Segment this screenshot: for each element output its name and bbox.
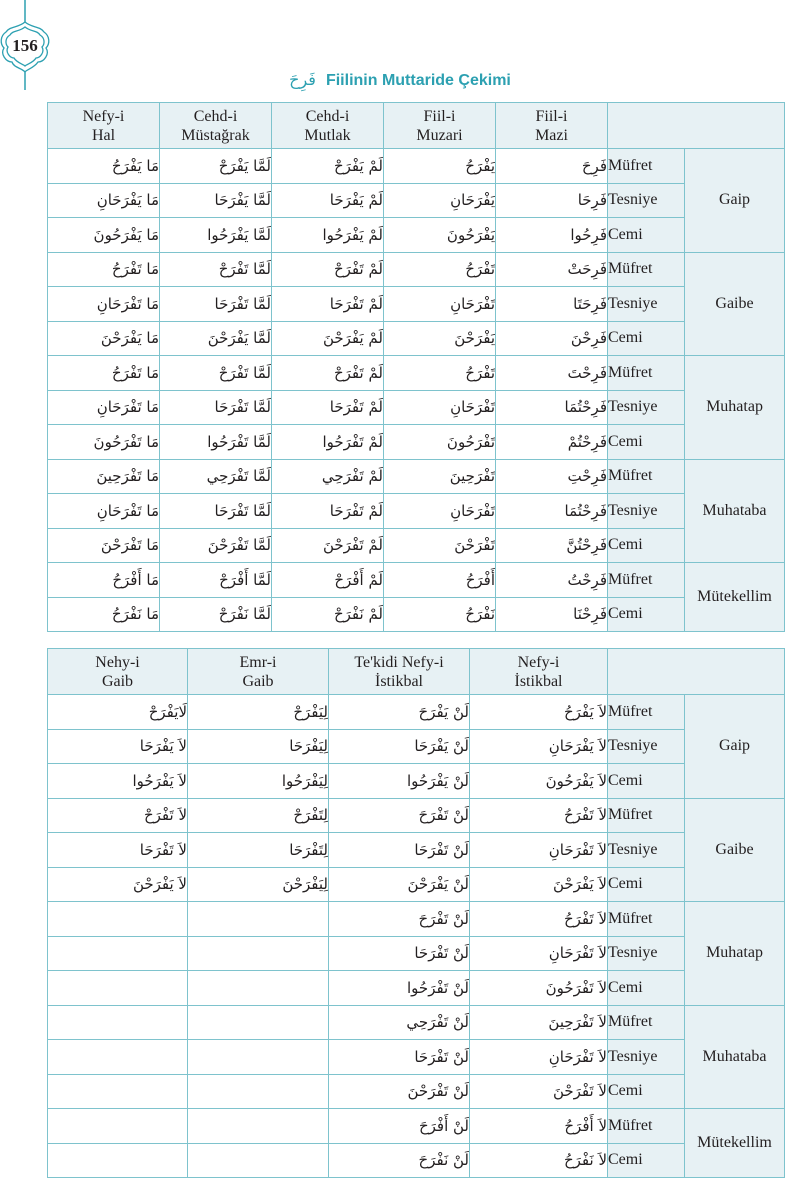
column-header: Fiil-i Muzari: [384, 103, 496, 149]
table-row: [48, 1143, 785, 1178]
number-label: Müfret: [608, 356, 685, 391]
verb-form-cell: لاَ تَفْرَحُونَ: [470, 971, 608, 1006]
number-label: Tesniye: [608, 287, 685, 322]
column-header: Cehd-i Müstağrak: [160, 103, 272, 149]
verb-form-cell: [48, 1040, 188, 1075]
verb-form-cell: لاَ تَفْرَحِينَ: [470, 1005, 608, 1040]
number-label: Tesniye: [608, 390, 685, 425]
verb-form-cell: مَا يَفْرَحَانِ: [48, 183, 160, 218]
title-arabic-verb: فَرِحَ: [289, 70, 316, 89]
verb-form-cell: [188, 971, 329, 1006]
verb-form-cell: لَمَّا تَفْرَحِي: [160, 459, 272, 494]
verb-form-cell: لَمَّا نَفْرَحْ: [160, 597, 272, 632]
verb-form-cell: تَفْرَحِينَ: [384, 459, 496, 494]
verb-form-cell: لَمَّا تَفْرَحَا: [160, 494, 272, 529]
verb-form-cell: لَنْ يَفْرَحَا: [329, 729, 470, 764]
verb-form-cell: مَا يَفْرَحُ: [48, 149, 160, 184]
verb-form-cell: لَمْ تَفْرَحَا: [272, 390, 384, 425]
number-label: Tesniye: [608, 183, 685, 218]
verb-form-cell: لاَ تَفْرَحُ: [470, 902, 608, 937]
table-row: [48, 971, 785, 1006]
person-label: Gaibe: [685, 798, 785, 902]
number-label: Tesniye: [608, 729, 685, 764]
table-row: [48, 149, 785, 184]
verb-form-cell: يَفْرَحُونَ: [384, 218, 496, 253]
verb-form-cell: مَا تَفْرَحَانِ: [48, 390, 160, 425]
person-label: Gaibe: [685, 252, 785, 356]
person-label: Muhatap: [685, 356, 785, 460]
verb-form-cell: لَمَّا أَفْرَحْ: [160, 563, 272, 598]
verb-form-cell: لاَ يَفْرَحُ: [470, 695, 608, 730]
table-row: [48, 798, 785, 833]
verb-form-cell: لِيَفْرَحُوا: [188, 764, 329, 799]
conjugation-table-2: [47, 648, 785, 1178]
verb-form-cell: لَمْ يَفْرَحْ: [272, 149, 384, 184]
verb-form-cell: يَفْرَحْنَ: [384, 321, 496, 356]
verb-form-cell: لَنْ أَفْرَحَ: [329, 1109, 470, 1144]
verb-form-cell: [188, 1005, 329, 1040]
verb-form-cell: تَفْرَحُ: [384, 252, 496, 287]
person-label: Mütekellim: [685, 563, 785, 632]
verb-form-cell: تَفْرَحَانِ: [384, 390, 496, 425]
verb-form-cell: لَمَّا تَفْرَحَا: [160, 287, 272, 322]
verb-form-cell: لاَ نَفْرَحُ: [470, 1143, 608, 1178]
column-header: Fiil-i Mazi: [496, 103, 608, 149]
verb-form-cell: لَنْ تَفْرَحَا: [329, 833, 470, 868]
page-number: 156: [12, 36, 38, 55]
verb-form-cell: [48, 902, 188, 937]
verb-form-cell: لَمَّا تَفْرَحَا: [160, 390, 272, 425]
number-label: Müfret: [608, 1005, 685, 1040]
verb-form-cell: لَنْ تَفْرَحَا: [329, 936, 470, 971]
verb-form-cell: لَمَّا تَفْرَحْنَ: [160, 528, 272, 563]
verb-form-cell: لَمَّا تَفْرَحُوا: [160, 425, 272, 460]
verb-form-cell: لاَ يَفْرَحَا: [48, 729, 188, 764]
table-row: [48, 867, 785, 902]
verb-form-cell: لَمَّا يَفْرَحْنَ: [160, 321, 272, 356]
title-text: Fiilinin Muttaride Çekimi: [325, 72, 511, 89]
column-header: Nefy-i İstikbal: [470, 649, 608, 695]
verb-form-cell: تَفْرَحَانِ: [384, 287, 496, 322]
number-label: Tesniye: [608, 494, 685, 529]
verb-form-cell: لَمْ نَفْرَحْ: [272, 597, 384, 632]
verb-form-cell: لَمْ تَفْرَحِي: [272, 459, 384, 494]
number-label: Müfret: [608, 459, 685, 494]
verb-form-cell: لاَ يَفْرَحَانِ: [470, 729, 608, 764]
verb-form-cell: لَمْ تَفْرَحَا: [272, 494, 384, 529]
number-label: Müfret: [608, 563, 685, 598]
verb-form-cell: فَرِحْنَا: [496, 597, 608, 632]
verb-form-cell: نَفْرَحُ: [384, 597, 496, 632]
verb-form-cell: مَا تَفْرَحُ: [48, 252, 160, 287]
verb-form-cell: فَرِحَتْ: [496, 252, 608, 287]
verb-form-cell: تَفْرَحُونَ: [384, 425, 496, 460]
verb-form-cell: أَفْرَحُ: [384, 563, 496, 598]
verb-form-cell: لَمَّا يَفْرَحَا: [160, 183, 272, 218]
verb-form-cell: لَمْ تَفْرَحَا: [272, 287, 384, 322]
verb-form-cell: لاَ يَفْرَحْنَ: [48, 867, 188, 902]
verb-form-cell: مَا نَفْرَحُ: [48, 597, 160, 632]
table-row: [48, 528, 785, 563]
table-row: [48, 902, 785, 937]
verb-form-cell: لاَ تَفْرَحَانِ: [470, 833, 608, 868]
table-row: [48, 494, 785, 529]
number-label: Müfret: [608, 902, 685, 937]
verb-form-cell: فَرِحْتُ: [496, 563, 608, 598]
verb-form-cell: فَرِحَتَا: [496, 287, 608, 322]
verb-form-cell: لِيَفْرَحْنَ: [188, 867, 329, 902]
verb-form-cell: [48, 1074, 188, 1109]
number-label: Müfret: [608, 695, 685, 730]
column-header: Cehd-i Mutlak: [272, 103, 384, 149]
table-row: [48, 1109, 785, 1144]
verb-form-cell: لَنْ يَفْرَحُوا: [329, 764, 470, 799]
column-header: Emr-i Gaib: [188, 649, 329, 695]
number-label: Cemi: [608, 528, 685, 563]
verb-form-cell: مَا تَفْرَحُ: [48, 356, 160, 391]
table-row: [48, 425, 785, 460]
verb-form-cell: لاَ يَفْرَحُوا: [48, 764, 188, 799]
number-label: Tesniye: [608, 936, 685, 971]
verb-form-cell: لَمَّا يَفْرَحْ: [160, 149, 272, 184]
verb-form-cell: لَمْ يَفْرَحَا: [272, 183, 384, 218]
table-row: [48, 183, 785, 218]
verb-form-cell: لَنْ تَفْرَحَا: [329, 1040, 470, 1075]
verb-form-cell: مَا تَفْرَحَانِ: [48, 287, 160, 322]
number-label: Cemi: [608, 321, 685, 356]
verb-form-cell: [48, 1143, 188, 1178]
verb-form-cell: لَمْ تَفْرَحْ: [272, 356, 384, 391]
table-row: [48, 936, 785, 971]
number-label: Cemi: [608, 425, 685, 460]
verb-form-cell: لَمَّا تَفْرَحْ: [160, 356, 272, 391]
table-row: [48, 833, 785, 868]
verb-form-cell: لاَ أَفْرَحُ: [470, 1109, 608, 1144]
table-row: [48, 218, 785, 253]
verb-form-cell: مَا أَفْرَحُ: [48, 563, 160, 598]
table-row: [48, 356, 785, 391]
number-label: Müfret: [608, 252, 685, 287]
verb-form-cell: لِيَفْرَحَا: [188, 729, 329, 764]
verb-form-cell: فَرِحْتِ: [496, 459, 608, 494]
verb-form-cell: [48, 1005, 188, 1040]
verb-form-cell: [188, 1143, 329, 1178]
verb-form-cell: تَفْرَحَانِ: [384, 494, 496, 529]
verb-form-cell: [48, 1109, 188, 1144]
verb-form-cell: مَا تَفْرَحِينَ: [48, 459, 160, 494]
verb-form-cell: فَرِحْتَ: [496, 356, 608, 391]
verb-form-cell: [48, 971, 188, 1006]
verb-form-cell: لَنْ نَفْرَحَ: [329, 1143, 470, 1178]
verb-form-cell: مَا يَفْرَحْنَ: [48, 321, 160, 356]
number-label: Cemi: [608, 218, 685, 253]
verb-form-cell: فَرِحْتُمْ: [496, 425, 608, 460]
verb-form-cell: لَمْ يَفْرَحُوا: [272, 218, 384, 253]
verb-form-cell: فَرِحْتُمَا: [496, 494, 608, 529]
person-label: Muhatap: [685, 902, 785, 1006]
table-row: [48, 695, 785, 730]
verb-form-cell: لَمْ تَفْرَحْ: [272, 252, 384, 287]
verb-form-cell: [188, 1074, 329, 1109]
number-label: Müfret: [608, 149, 685, 184]
verb-form-cell: لَنْ تَفْرَحَ: [329, 798, 470, 833]
verb-form-cell: مَا تَفْرَحَانِ: [48, 494, 160, 529]
verb-form-cell: فَرِحْتُمَا: [496, 390, 608, 425]
table-row: [48, 1005, 785, 1040]
verb-form-cell: فَرِحَا: [496, 183, 608, 218]
verb-form-cell: لَنْ تَفْرَحَ: [329, 902, 470, 937]
table-row: [48, 459, 785, 494]
verb-form-cell: لاَ تَفْرَحْ: [48, 798, 188, 833]
number-label: Müfret: [608, 1109, 685, 1144]
verb-form-cell: يَفْرَحَانِ: [384, 183, 496, 218]
verb-form-cell: مَا تَفْرَحُونَ: [48, 425, 160, 460]
verb-form-cell: لَمْ أَفْرَحْ: [272, 563, 384, 598]
verb-form-cell: لَنْ تَفْرَحْنَ: [329, 1074, 470, 1109]
verb-form-cell: لاَ تَفْرَحْنَ: [470, 1074, 608, 1109]
person-label: Muhataba: [685, 459, 785, 563]
conjugation-table-1: [47, 102, 785, 632]
page-title: [0, 70, 800, 94]
header-blank-cell: [608, 103, 785, 149]
verb-form-cell: تَفْرَحْنَ: [384, 528, 496, 563]
number-label: Cemi: [608, 867, 685, 902]
column-header: Te'kidi Nefy-i İstikbal: [329, 649, 470, 695]
verb-form-cell: يَفْرَحُ: [384, 149, 496, 184]
table-row: [48, 390, 785, 425]
table-row: [48, 1040, 785, 1075]
table-row: [48, 764, 785, 799]
number-label: Tesniye: [608, 1040, 685, 1075]
verb-form-cell: لَمْ تَفْرَحُوا: [272, 425, 384, 460]
verb-form-cell: فَرِحَ: [496, 149, 608, 184]
table-row: [48, 597, 785, 632]
verb-form-cell: [188, 1040, 329, 1075]
verb-form-cell: لاَ يَفْرَحْنَ: [470, 867, 608, 902]
verb-form-cell: لِتَفْرَحَا: [188, 833, 329, 868]
verb-form-cell: مَا تَفْرَحْنَ: [48, 528, 160, 563]
number-label: Tesniye: [608, 833, 685, 868]
column-header: Nehy-i Gaib: [48, 649, 188, 695]
verb-form-cell: تَفْرَحُ: [384, 356, 496, 391]
verb-form-cell: لَمْ يَفْرَحْنَ: [272, 321, 384, 356]
verb-form-cell: لاَ تَفْرَحَا: [48, 833, 188, 868]
person-label: Gaip: [685, 695, 785, 799]
table-row: [48, 729, 785, 764]
verb-form-cell: لَمَّا يَفْرَحُوا: [160, 218, 272, 253]
number-label: Cemi: [608, 1143, 685, 1178]
verb-form-cell: فَرِحُوا: [496, 218, 608, 253]
table-row: [48, 563, 785, 598]
table-row: [48, 1074, 785, 1109]
verb-form-cell: لِتَفْرَحْ: [188, 798, 329, 833]
verb-form-cell: [188, 1109, 329, 1144]
person-label: Muhataba: [685, 1005, 785, 1109]
verb-form-cell: لِيَفْرَحْ: [188, 695, 329, 730]
number-label: Cemi: [608, 764, 685, 799]
table-row: [48, 321, 785, 356]
number-label: Cemi: [608, 597, 685, 632]
verb-form-cell: لَنْ تَفْرَحُوا: [329, 971, 470, 1006]
verb-form-cell: لاَ تَفْرَحَانِ: [470, 936, 608, 971]
verb-form-cell: مَا يَفْرَحُونَ: [48, 218, 160, 253]
table-row: [48, 252, 785, 287]
verb-form-cell: لَنْ يَفْرَحَ: [329, 695, 470, 730]
verb-form-cell: فَرِحْنَ: [496, 321, 608, 356]
verb-form-cell: لاَ تَفْرَحُ: [470, 798, 608, 833]
verb-form-cell: لاَ تَفْرَحَانِ: [470, 1040, 608, 1075]
table-row: [48, 287, 785, 322]
verb-form-cell: لَمَّا تَفْرَحْ: [160, 252, 272, 287]
verb-form-cell: [188, 902, 329, 937]
number-label: Müfret: [608, 798, 685, 833]
number-label: Cemi: [608, 1074, 685, 1109]
column-header: Nefy-i Hal: [48, 103, 160, 149]
verb-form-cell: لَمْ تَفْرَحْنَ: [272, 528, 384, 563]
verb-form-cell: [48, 936, 188, 971]
person-label: Gaip: [685, 149, 785, 253]
verb-form-cell: لاَ يَفْرَحُونَ: [470, 764, 608, 799]
verb-form-cell: فَرِحْتُنَّ: [496, 528, 608, 563]
number-label: Cemi: [608, 971, 685, 1006]
verb-form-cell: لَنْ تَفْرَحِي: [329, 1005, 470, 1040]
verb-form-cell: لَنْ يَفْرَحْنَ: [329, 867, 470, 902]
person-label: Mütekellim: [685, 1109, 785, 1178]
header-blank-cell: [608, 649, 785, 695]
verb-form-cell: [188, 936, 329, 971]
verb-form-cell: لَايَفْرَحْ: [48, 695, 188, 730]
